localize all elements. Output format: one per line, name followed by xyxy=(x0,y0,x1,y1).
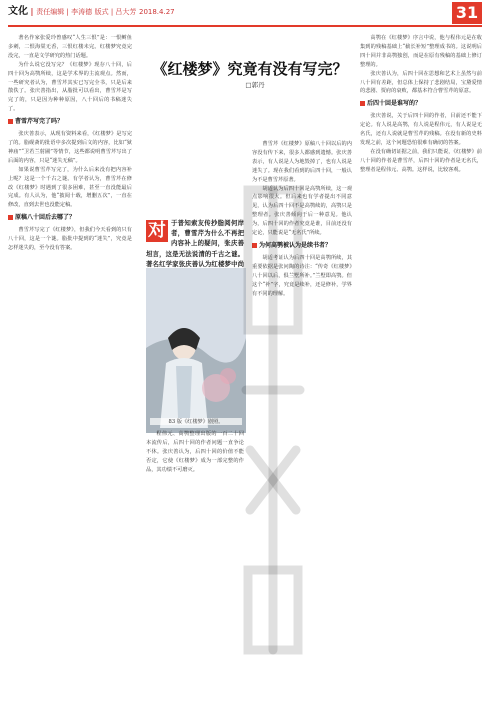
bullet-icon xyxy=(8,215,13,220)
paragraph: 张庆善认为，后四十回在思想和艺术上虽然与前八十回有差距，但总体上保持了悲剧结局，宝黛爱情的悲剧、贾府的衰败，都基本符合曹雪芹的原意。 xyxy=(360,70,482,95)
paragraph: 张庆善说，关于后四十回的作者，目前还不能下定论。有人说是高鹗，有人说是程伟元，有人说是无名氏，还有人说就是曹雪芹的残稿。在没有新的史料发现之前，这个问题恐怕很难有确切的答案。 xyxy=(360,113,482,146)
page-number: 31 xyxy=(452,2,482,24)
photo-illustration xyxy=(146,268,246,433)
header-meta: 文化 | 责任编辑 | 李涛德 版式 | 吕大芳 2018.4.27 xyxy=(8,6,175,17)
section-name: 文化 xyxy=(8,6,28,17)
layout-credit: 版式 | 吕大芳 xyxy=(94,8,137,16)
paragraph: 著名作家张爱玲曾感叹“人生三恨”是：一恨鲥鱼多刺，二恨海棠无香，三恨红楼未完。红楼梦究竟完没完，一直是文学研究的热门话题。 xyxy=(8,35,132,59)
subheading: 为何高鹗被认为是续书者？ xyxy=(252,242,352,251)
paragraph: 胡适考证认为后四十回是高鹗所续，其重要依据是张问陶的诗注：“传奇《红楼梦》八十回以后，俱兰墅所补。”兰墅即高鹗。但这个“补”字，究竟是续补，还是修补，学界有不同的理解。 xyxy=(252,254,352,297)
article-photo xyxy=(146,268,246,433)
paragraph: 在没有确切证据之前，我们只能说，《红楼梦》前八十回的作者是曹雪芹，后四十回的作者是无名氏，整理者是程伟元、高鹗。这样说，比较客观。 xyxy=(360,148,482,173)
page-header xyxy=(0,0,490,26)
article-title: 《红楼梦》究竟有没有写完？ xyxy=(152,60,348,78)
editor-credit: 责任编辑 | 李涛德 xyxy=(36,8,93,16)
header-rule xyxy=(8,25,482,27)
lead-paragraph: 对 于普知索友传抄脂阅何岸者，曹雪芹为什么不再把内容补上的疑问，张庆善坦言，这是无法说清的千古之谜。著名红学家张庆善认为红楼梦中尚 xyxy=(146,219,244,268)
bullet-icon xyxy=(252,243,257,248)
paragraph: 高鹗在《红楼梦》序言中说，他与程伟元是在收集到的残稿基础上“截长补短”整理成书的。这说明后四十回并非高鹗独创，而是在原有残稿的基础上修订整理的。 xyxy=(360,35,482,68)
column-2 xyxy=(146,430,244,693)
issue-date: 2018.4.27 xyxy=(138,8,175,16)
bullet-icon xyxy=(8,119,13,124)
column-3 xyxy=(252,140,352,693)
paragraph: 胡适认为后四十回是高鹗所续，这一观点影响很大。但后来也有学者提出不同意见，认为后四十回不是高鹗续的，高鹗只是整理者。张庆善倾向于后一种意见。他认为，后四十回的作者究竟是谁，目前还没有定论，只能说是“无名氏”所续。 xyxy=(252,185,352,237)
column-1 xyxy=(8,34,132,694)
figure-caption: 83 版《红楼梦》剧照。 xyxy=(150,418,242,425)
paragraph: 张庆善表示，从现有资料来看，《红楼梦》是写完了的。脂砚斋的批语中多次提到后文的内容，比如“狱神庙”“卫若兰射圃”等情节，这些都说明曹雪芹写出了后面的内容，只是“迷失无稿”。 xyxy=(8,131,132,164)
byline: □郭丹 xyxy=(245,81,265,89)
column-4 xyxy=(360,34,482,694)
paragraph: 如果说曹雪芹写完了，为什么后来没有把内容补上呢？这是一个千古之谜。有学者认为，曹雪芹在修改《红楼梦》时遇到了很多困难，甚至一直没能最后完成。有人认为，他“披阅十载，增删五次”，一直在修改，直到去世也没能定稿。 xyxy=(8,166,132,209)
subheading: 后四十回是谁写的？ xyxy=(360,100,482,109)
subheading: 曹雪芹写完了吗？ xyxy=(8,118,132,127)
paragraph: 曹雪芹写完了《红楼梦》，但我们今天看到的只有八十回，这是一个谜。脂批中提到的“迷失”，究竟是怎样迷失的，至今没有答案。 xyxy=(8,227,132,251)
paragraph: 为什么说它没写完？《红楼梦》现存八十回，后四十回为高鹗所续，这是学术界的主流观点。然而，一些研究者认为，曹雪芹其实已写完全书，只是后来散佚了。张庆善指出，从脂批可以看出，曹雪芹是写完了的，只是因为种种原因，八十回后的书稿迷失了。 xyxy=(8,61,132,113)
drop-cap: 对 xyxy=(148,220,166,241)
bullet-icon xyxy=(360,101,365,106)
subheading: 原稿八十回后去哪了？ xyxy=(8,214,132,223)
paragraph: 曹雪芹《红楼梦》原稿八十回以后的内容没有传下来，很多人都感到遗憾。张庆善表示，有人说是人为地毁掉了，也有人说是迷失了。现在我们看到的后四十回，一般认为不是曹雪芹原著。 xyxy=(252,141,352,183)
paragraph: 程伟元、高鹗整理出版的一百二十回本流传后，后四十回的作者问题一直争论不休。张庆善认为，后四十回的价值不能否定，它使《红楼梦》成为一部完整的作品，其功绩不可磨灭。 xyxy=(146,431,244,473)
